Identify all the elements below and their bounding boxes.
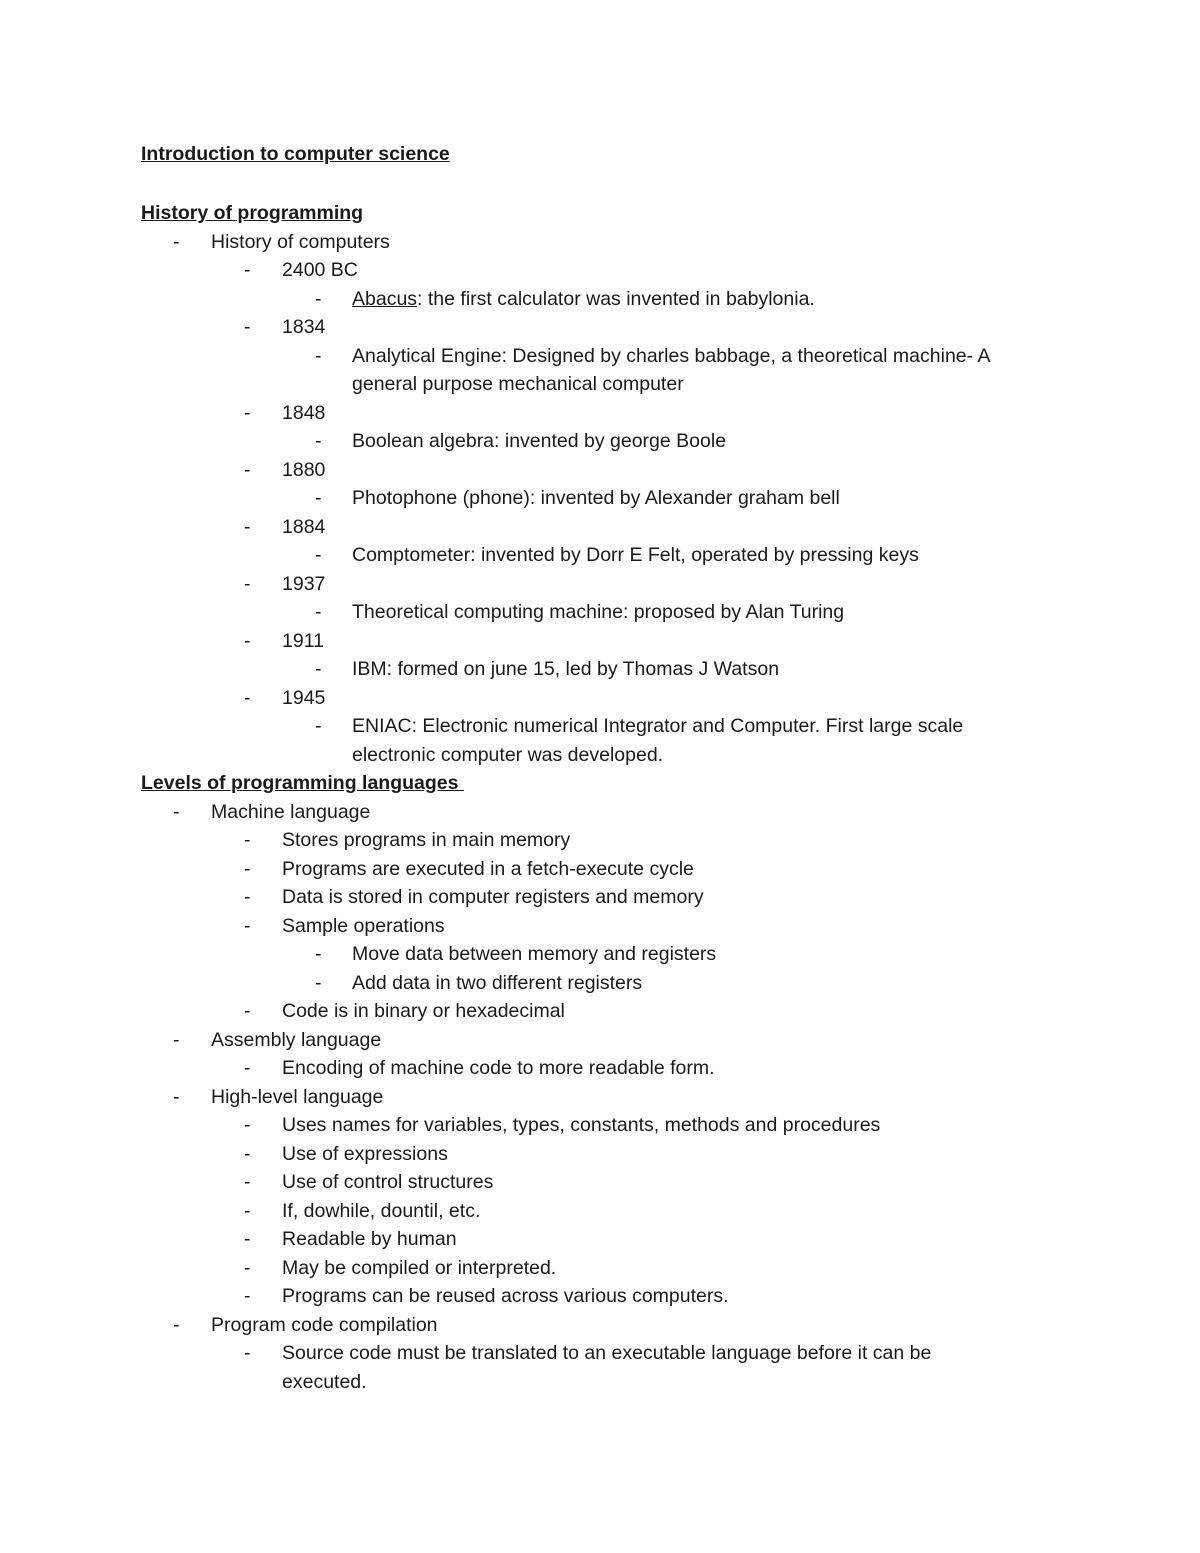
list-item bbox=[141, 427, 1081, 456]
list-item bbox=[141, 1311, 1081, 1340]
list-item-continuation bbox=[141, 1368, 1081, 1397]
list-item bbox=[141, 940, 1081, 969]
list-item-text: Use of expressions bbox=[282, 1142, 448, 1165]
list-item bbox=[141, 1225, 1081, 1254]
list-item-text: Boolean algebra: invented by george Boole bbox=[352, 430, 727, 452]
list-item bbox=[141, 798, 1081, 827]
section-heading-levels: Levels of programming languages bbox=[141, 772, 464, 794]
list-item-text: Uses names for variables, types, constants, methods and procedures bbox=[282, 1114, 881, 1136]
list-item bbox=[141, 399, 1081, 428]
list-item-text: Programs can be reused across various computers. bbox=[282, 1285, 729, 1307]
list-item-text: May be compiled or interpreted. bbox=[282, 1256, 557, 1279]
list-item-text: 1880 bbox=[282, 458, 326, 481]
list-item bbox=[141, 484, 1081, 513]
list-item bbox=[141, 513, 1081, 542]
list-item bbox=[141, 1111, 1081, 1140]
bullet-dash: - bbox=[173, 230, 180, 253]
bullet-dash: - bbox=[244, 515, 251, 538]
bullet-dash: - bbox=[173, 1313, 180, 1336]
list-item-text: Analytical Engine: Designed by charles babbage, a theoretical machine- A bbox=[352, 344, 991, 367]
list-item-text: Move data between memory and registers bbox=[352, 943, 717, 965]
list-item bbox=[141, 969, 1081, 998]
bullet-dash: - bbox=[244, 401, 251, 424]
bullet-dash: - bbox=[173, 1028, 180, 1051]
list-item bbox=[141, 1026, 1081, 1055]
bullet-dash: - bbox=[315, 487, 322, 509]
list-item-text: 1911 bbox=[282, 629, 324, 652]
bullet-dash: - bbox=[244, 1228, 251, 1250]
list-item-text: History of computers bbox=[211, 230, 390, 253]
list-item-continuation bbox=[141, 741, 1081, 770]
list-item bbox=[141, 313, 1081, 342]
bullet-dash: - bbox=[315, 430, 322, 452]
list-item-text: Code is in binary or hexadecimal bbox=[282, 1000, 565, 1022]
bullet-dash: - bbox=[244, 1114, 251, 1136]
bullet-dash: - bbox=[244, 886, 251, 908]
list-item-text: Source code must be translated to an executable language before it can be bbox=[282, 1342, 932, 1364]
list-item bbox=[141, 655, 1081, 684]
list-item-continuation bbox=[141, 370, 1081, 399]
bullet-dash: - bbox=[315, 544, 322, 566]
list-item bbox=[141, 256, 1081, 285]
section-heading-history: History of programming bbox=[141, 202, 364, 224]
list-item-text: Add data in two different registers bbox=[352, 971, 643, 994]
list-item-text: Assembly language bbox=[211, 1028, 382, 1051]
list-item-text: electronic computer was developed. bbox=[352, 743, 664, 766]
bullet-dash: - bbox=[244, 1342, 251, 1364]
list-item bbox=[141, 1282, 1081, 1311]
list-item bbox=[141, 1254, 1081, 1283]
list-item bbox=[141, 1168, 1081, 1197]
list-item bbox=[141, 627, 1081, 656]
list-item-text: Theoretical computing machine: proposed by Alan Turing bbox=[352, 601, 845, 623]
list-item-text bbox=[352, 285, 815, 314]
list-item bbox=[141, 684, 1081, 713]
list-item bbox=[141, 570, 1081, 599]
bullet-dash: - bbox=[244, 572, 251, 595]
list-item-text: IBM: formed on june 15, led by Thomas J Watson bbox=[352, 658, 780, 680]
list-item bbox=[141, 826, 1081, 855]
bullet-dash: - bbox=[244, 1057, 251, 1079]
list-item-text: High-level language bbox=[211, 1085, 384, 1108]
bullet-dash: - bbox=[315, 344, 322, 367]
bullet-dash: - bbox=[244, 629, 251, 652]
bullet-dash: - bbox=[244, 259, 251, 281]
list-item-text: 1884 bbox=[282, 515, 326, 538]
document-body bbox=[141, 199, 1081, 1396]
bullet-dash: - bbox=[244, 1142, 251, 1165]
list-item bbox=[141, 997, 1081, 1026]
list-item-text: Readable by human bbox=[282, 1228, 457, 1250]
list-item bbox=[141, 883, 1081, 912]
list-item-text: Stores programs in main memory bbox=[282, 829, 571, 851]
list-item-text: 2400 BC bbox=[282, 259, 358, 281]
list-item bbox=[141, 1140, 1081, 1169]
list-item-text: Comptometer: invented by Dorr E Felt, operated by pressing keys bbox=[352, 544, 919, 566]
list-item-text: Photophone (phone): invented by Alexander graham bell bbox=[352, 487, 840, 509]
list-item bbox=[141, 285, 1081, 314]
bullet-dash: - bbox=[244, 1000, 251, 1022]
list-item-text: 1945 bbox=[282, 686, 326, 709]
bullet-dash: - bbox=[315, 601, 322, 623]
bullet-dash: - bbox=[244, 458, 251, 481]
bullet-dash: - bbox=[244, 1285, 251, 1307]
list-item-text: Programs are executed in a fetch-execute cycle bbox=[282, 857, 694, 880]
list-item-text: 1834 bbox=[282, 316, 326, 338]
list-item bbox=[141, 712, 1081, 741]
list-item-text: Program code compilation bbox=[211, 1313, 438, 1336]
list-item-text: 1848 bbox=[282, 401, 326, 424]
bullet-dash: - bbox=[244, 316, 251, 338]
bullet-dash: - bbox=[315, 287, 322, 310]
list-item bbox=[141, 855, 1081, 884]
bullet-dash: - bbox=[173, 800, 180, 823]
bullet-dash: - bbox=[244, 686, 251, 709]
list-item-text: Encoding of machine code to more readable form. bbox=[282, 1057, 715, 1079]
list-item-text: ENIAC: Electronic numerical Integrator and Computer. First large scale bbox=[352, 715, 964, 737]
bullet-dash: - bbox=[315, 715, 322, 737]
list-item bbox=[141, 1083, 1081, 1112]
list-item-text: 1937 bbox=[282, 572, 326, 595]
list-item bbox=[141, 1339, 1081, 1368]
list-item bbox=[141, 541, 1081, 570]
abacus-term: Abacus bbox=[352, 287, 418, 310]
list-item-text: general purpose mechanical computer bbox=[352, 373, 684, 395]
bullet-dash: - bbox=[315, 971, 322, 994]
list-item-text: Use of control structures bbox=[282, 1171, 494, 1193]
list-item-text: Sample operations bbox=[282, 914, 445, 937]
list-item bbox=[141, 1197, 1081, 1226]
bullet-dash: - bbox=[173, 1085, 180, 1108]
list-item-text: executed. bbox=[282, 1370, 367, 1393]
bullet-dash: - bbox=[244, 1171, 251, 1193]
document-title: Introduction to computer science bbox=[141, 143, 450, 165]
abacus-description: : the first calculator was invented in babylonia. bbox=[417, 287, 815, 310]
bullet-dash: - bbox=[244, 914, 251, 937]
list-item bbox=[141, 598, 1081, 627]
bullet-dash: - bbox=[244, 829, 251, 851]
list-item-text: Machine language bbox=[211, 800, 371, 823]
list-item bbox=[141, 1054, 1081, 1083]
list-item bbox=[141, 912, 1081, 941]
list-item-text: Data is stored in computer registers and memory bbox=[282, 886, 704, 908]
list-item bbox=[141, 456, 1081, 485]
list-item bbox=[141, 228, 1081, 257]
list-item-text: If, dowhile, dountil, etc. bbox=[282, 1199, 481, 1222]
bullet-dash: - bbox=[244, 1256, 251, 1279]
bullet-dash: - bbox=[244, 857, 251, 880]
bullet-dash: - bbox=[315, 658, 322, 680]
list-item bbox=[141, 342, 1081, 371]
bullet-dash: - bbox=[315, 943, 322, 965]
bullet-dash: - bbox=[244, 1199, 251, 1222]
